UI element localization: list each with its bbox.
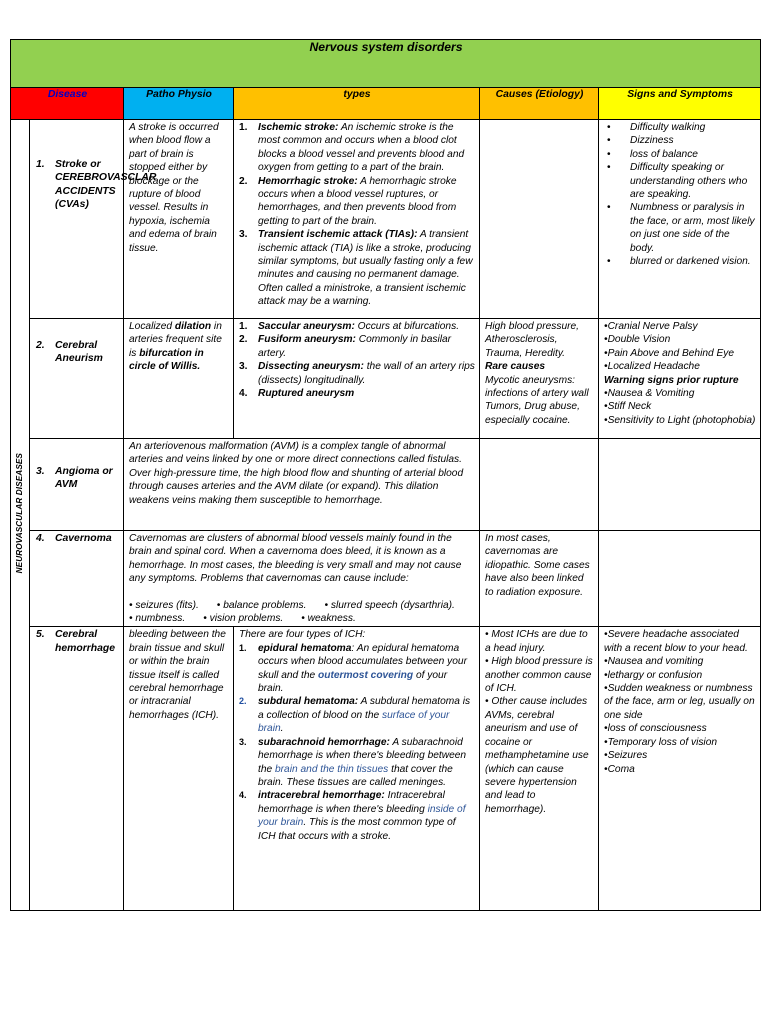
disease-name: 4. Cavernoma [30,531,124,627]
disease-name: 1. Stroke or CEREBROVASCLAR ACCIDENTS (CVAs) [30,120,124,319]
list-item: 1. Saccular aneurysm: Occurs at bifurcations. [239,321,460,332]
patho-cell: Localized dilation in arteries frequent site is bifurcation in circle of Willis. [124,319,234,439]
list-item: •Nausea & Vomiting [604,388,695,400]
list-item: • Most ICHs are due to a head injury. [485,629,588,654]
signs-cell [599,120,761,319]
list-item: •Pain Above and Behind Eye [604,347,735,359]
list-item: 2. Fusiform aneurysm: Commonly in basilar artery. [239,334,452,359]
list-item: • Difficulty walking [604,121,756,134]
problem-list: • seizures (fits). • balance problems. • slurred speech (dysarthria).• numbness. • vision problems. • weakness. [129,599,455,625]
list-item: •lethargy or confusion [604,669,703,681]
causes-cell [480,627,599,911]
header-signs: Signs and Symptoms [599,88,761,120]
header-disease: Disease [11,88,124,120]
list-item: •Stiff Neck [604,401,652,413]
disease-name: 3. Angioma or AVM [30,439,124,531]
disease-name: 5. Cerebral hemorrhage [30,627,124,911]
table-row [11,120,761,319]
types-cell: There are four types of ICH: 1. epidural hematoma: An epidural hematoma occurs when blood accumulates between your skull and the outermost covering of your brain. 2. subdural hematoma: A subdural hematoma is a collection of blood on the surface of your brain. 3. subarachnoid hemorrhage: A subarachnoid hemorrhage is when there's bleeding between the brain and the thin tissues that cover the brain. These tissues are called meninges. 4. intracerebral hemorrhage: Intracerebral hemorrhage is when there's bleeding inside of your brain. This is the most common type of ICH that occurs with a stroke. [234,627,480,911]
causes-cell [480,439,599,531]
table-row [11,319,761,439]
disorders-table [10,39,761,911]
list-item: •Nausea and vomiting [604,656,704,668]
list-item: 4. intracerebral hemorrhage: Intracerebral hemorrhage is when there's bleeding inside of your brain. This is the most common type of ICH that occurs with a stroke. [239,790,466,842]
table-row [11,627,761,911]
types-cell [234,120,480,319]
list-item: • Other cause includes AVMs, cerebral aneurism and use of cocaine or methamphetamine use (which can cause severe hypertension and lead to hemorrhage). [485,696,589,815]
header-patho: Patho Physio [124,88,234,120]
causes-cell [480,120,599,319]
list-item: •Coma [604,763,635,775]
causes-cell: In most cases, cavernomas are idiopathic. Some cases have also been linked to radiation exposure. [480,531,599,627]
side-label: NEUROVASCULAR DISEASES [15,452,25,574]
signs-cell [599,627,761,911]
list-item: •Localized Headache [604,361,700,373]
list-item: • loss of balance [604,148,756,161]
list-item: •Cranial Nerve Palsy [604,321,698,332]
list-item: • High blood pressure is another common cause of ICH. [485,656,593,695]
list-item: 3. Dissecting aneurysm: the wall of an artery rips (dissects) longitudinally. [239,361,475,386]
causes-cell: High blood pressure, Atherosclerosis, Trauma, Heredity. Rare causes Mycotic aneurysms: infections of artery wall Tumors, Drug abuse, especially cocaine. [480,319,599,439]
list-item: •loss of consciousness [604,723,707,735]
list-item: 3. subarachnoid hemorrhage: A subarachnoid hemorrhage is when there's bleeding between the brain and the thin tissues that cover the brain. These tissues are called meninges. [239,736,467,788]
header-types: types [234,88,480,120]
signs-cell [599,531,761,627]
list-item: 3. Transient ischemic attack (TIAs): A transient ischemic attack (TIA) is like a stroke, producing similar symptoms, but usually fasting only a few minutes and causing no permanent damage. Often called a ministroke, a transient ischemic attack may be a warning. [239,229,473,308]
signs-cell [599,439,761,531]
list-item: •Double Vision [604,334,671,346]
patho-cell: bleeding between the brain tissue and skull or within the brain tissue itself is called cerebral hemorrhage or intracranial hemorrhages (ICH). [124,627,234,911]
list-item: • Difficulty speaking or understanding others who are speaking. [604,161,756,201]
list-item: 4. Ruptured aneurysm [239,388,355,400]
description-cell: Cavernomas are clusters of abnormal blood vessels mainly found in the brain and spinal cord. When a cavernoma does bleed, it is known as a hemorrhage. In most cases, the bleeding is very small and may not cause any symptoms. Problems that cavernomas can cause include: • seizures (fits). • balance problems. • slurred speech (dysarthria).• numbness. • vision problems. • weakness. [124,531,480,627]
list-item: 2. Hemorrhagic stroke: A hemorrhagic stroke occurs when a blood vessel ruptures, or hemorrhages, and then prevents blood from getting to part of the brain. [239,175,457,227]
list-item: •Temporary loss of vision [604,736,718,748]
list-item: • blurred or darkened vision. [604,255,756,268]
signs-cell [599,319,761,439]
page-title: Nervous system disorders [11,40,761,88]
types-cell [234,319,480,439]
header-causes: Causes (Etiology) [480,88,599,120]
table-row [11,439,761,531]
list-item: •Sudden weakness or numbness of the face, arm or leg, usually on one side [604,683,755,721]
side-category [11,120,30,911]
patho-cell: A stroke is occurred when blood flow a part of brain is stopped either by blockage or the rupture of blood vessel. Results in hypoxia, ischemia and edema of brain tissue. [124,120,234,319]
list-item: • Numbness or paralysis in the face, or arm, most likely on just one side of the body. [604,201,756,255]
description-cell: An arteriovenous malformation (AVM) is a complex tangle of abnormal arteries and veins linked by one or more direct connections called fistulas. Over high-pressure time, the high blood flow and shunting of arterial blood through causes arteries and the AVM dilate (or expand). This dilation weakens veins making them susceptible to hemorrhage. [124,439,480,531]
disorders-sheet [10,39,760,911]
list-item: • Dizziness [604,134,756,147]
list-item: 1. Ischemic stroke: An ischemic stroke is the most common and occurs when a blood clot blocks a blood vessel and prevents blood and oxygen from getting to a part of the brain. [239,122,465,174]
list-item: 1. epidural hematoma: An epidural hematoma occurs when blood accumulates between your skull and the outermost covering of your brain. [239,642,467,695]
table-row [11,531,761,627]
list-item: •Severe headache associated with a recent blow to your head. [604,629,748,654]
warning-heading: Warning signs prior rupture [604,374,739,386]
list-item: 2. subdural hematoma: A subdural hematoma is a collection of blood on the surface of your brain. [239,696,471,735]
disease-name: 2. Cerebral Aneurism [30,319,124,439]
list-item: •Seizures [604,750,648,762]
list-item: •Sensitivity to Light (photophobia) [604,414,756,426]
